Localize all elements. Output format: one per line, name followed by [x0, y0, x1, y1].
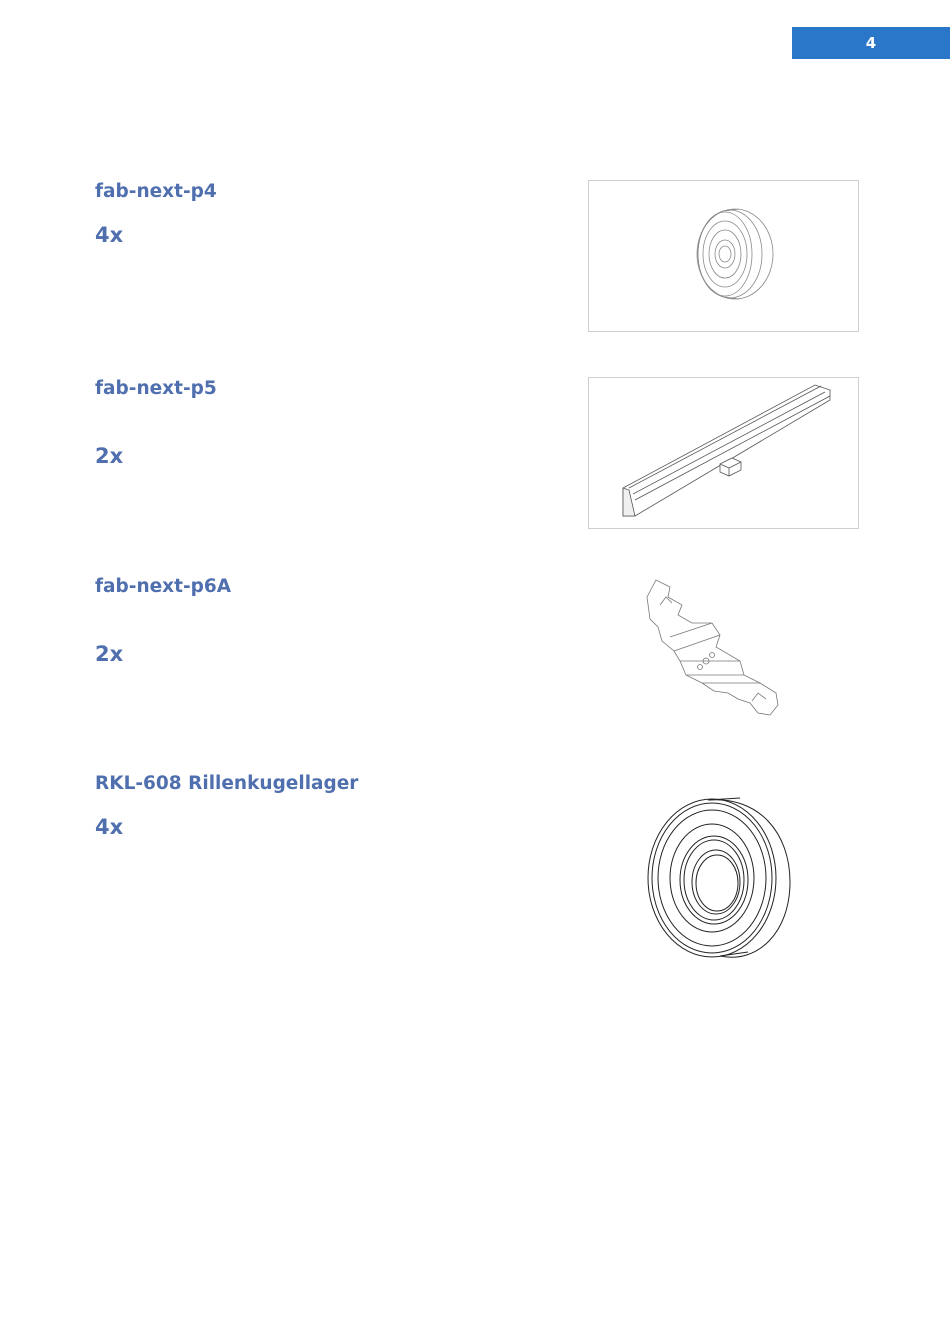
part-quantity: 2x [95, 444, 124, 468]
part-name: RKL-608 Rillenkugellager [95, 773, 359, 794]
part-name: fab-next-p4 [95, 181, 217, 202]
slide-rail-drawing [589, 378, 858, 528]
ball-bearing-drawing [640, 792, 800, 967]
page-number-badge [792, 27, 950, 59]
part-quantity: 4x [95, 223, 124, 247]
part-quantity: 4x [95, 815, 124, 839]
part-image-frame [588, 180, 859, 332]
part-image-frame [588, 377, 859, 529]
part-name: fab-next-p6A [95, 576, 232, 597]
part-image [640, 575, 785, 725]
part-quantity: 2x [95, 642, 124, 666]
pulley-wheel-drawing [589, 181, 858, 331]
part-image [640, 792, 800, 967]
page-number: 4 [865, 34, 877, 52]
part-name: fab-next-p5 [95, 378, 217, 399]
bracket-drawing [640, 575, 785, 725]
